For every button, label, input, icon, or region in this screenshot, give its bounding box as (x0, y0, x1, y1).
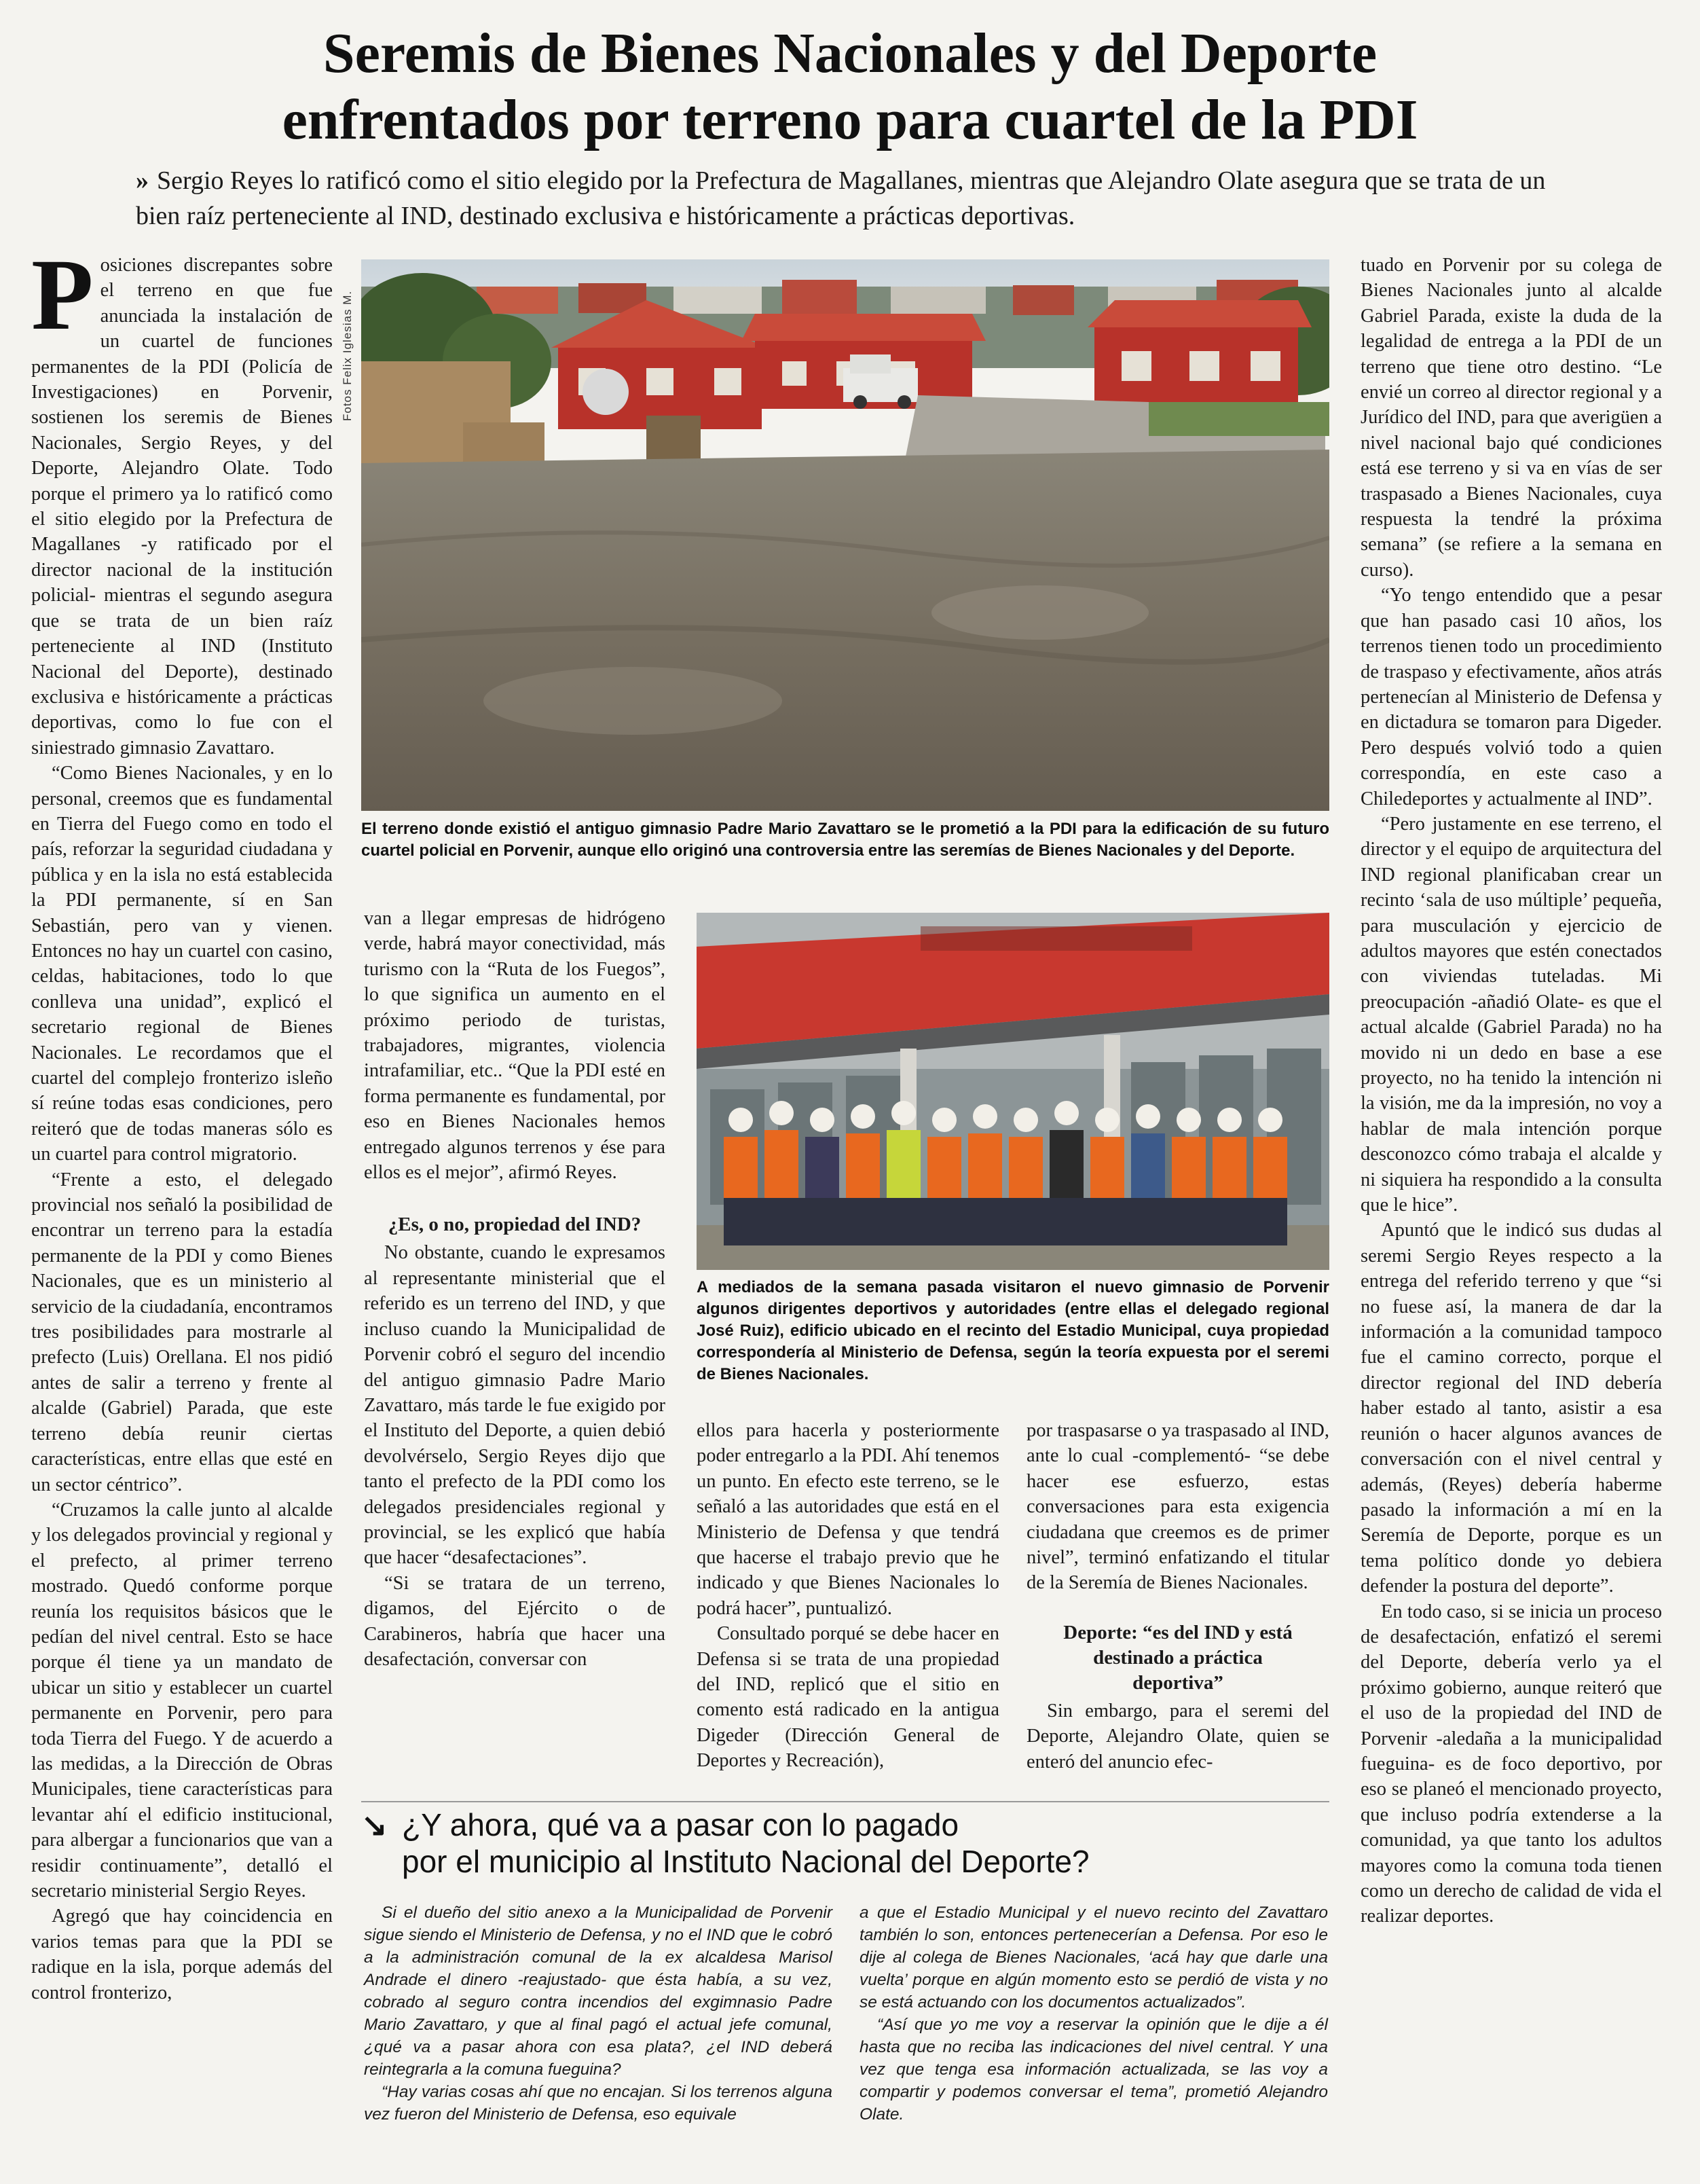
chevron-right-icon: » (136, 166, 149, 195)
paragraph: van a llegar empresas de hidrógeno verde, habrá mayor conectividad, más turismo con la “Ruta de los Fuegos”, lo que significa un aumento en el próximo periodo de turistas, trabajadores, migrantes, violencia intrafamiliar, etc.. “Que la PDI esté en forma permanente es fundamental, por eso en Bienes Nacionales hemos entregado algunos terrenos y ése para ellos es el mejor”, afirmó Reyes. (364, 908, 665, 1184)
paragraph: “Así que yo me voy a reservar la opinión que le dije a él hasta que no reciba las indicaciones del nivel central. Y una vez que tenga esa información actualizada, se las voy a compartir y podemos conversar el tema”, prometió Alejandro Olate. (860, 2016, 1328, 2124)
paragraph: a que el Estadio Municipal y el nuevo recinto del Zavattaro también lo son, entonces pertenecerían a Defensa. Por eso le dije al colega de Bienes Nacionales, ‘acá hay que darle una vuelta’ porque en algún momento esto se perdió de vista y no se está actuando con los documentos actualizados”. (860, 1904, 1328, 2012)
headline-line-1: Seremis de Bienes Nacionales y del Deporte (322, 22, 1378, 85)
column-5 (1361, 253, 1662, 1929)
box-question-line-2: por el municipio al Instituto Nacional del Deporte? (402, 1844, 1090, 1879)
paragraph: por traspasarse o ya traspasado al IND, ante lo cual -complementó- “se debe hacer ese esfuerzo, estas conversaciones para esta exigencia ciudadana que creemos es de primer nivel”, terminó enfatizando el titular de la Seremía de Bienes Nacionales. (1027, 1420, 1329, 1594)
terreno-image (361, 259, 1329, 811)
photo-credit: Fotos Felix Iglesias M. (341, 290, 354, 421)
photo-gimnasio (697, 913, 1329, 1270)
paragraph: Sin embargo, para el seremi del Deporte, Alejandro Olate, quien se enteró del anuncio efec- (1027, 1700, 1329, 1772)
subheading: Deporte: “es del IND y está destinado a práctica deportiva” (1063, 1621, 1293, 1694)
drop-cap: P (31, 238, 94, 351)
paragraph: “Como Bienes Nacionales, y en lo personal, creemos que es fundamental en Tierra del Fuego como en todo el país, reforzar la seguridad ciudadana y pública y en la isla no está establecida la PDI permanente, sí en San Sebastián, pero van y vienen. Entonces no hay un cuartel con casino, celdas, habitaciones, todo lo que conlleva una unidad”, explicó el secretario regional de Bienes Nacionales. Le recordamos que el cuartel del complejo fronterizo isleño sí reúne todas esas condiciones, pero reiteró que de todas maneras sólo es un cuartel para control migratorio. (31, 763, 333, 1165)
box-divider (361, 1801, 1329, 1802)
box-column-right (860, 1901, 1328, 2126)
arrow-down-right-icon: ↘ (361, 1807, 388, 1842)
subheading: ¿Es, o no, propiedad del IND? (388, 1214, 642, 1236)
column-2 (364, 906, 665, 1672)
paragraph: Posiciones discrepantes sobre el terreno en que fue anunciada la instalación de un cuartel de funciones permanentes de la PDI (Policía de Investigaciones) en Porvenir, sostienen los seremis de Bienes Nacionales, Sergio Reyes, y del Deporte, Alejandro Olate. Todo porque el primero ya lo ratificó como el sitio elegido por la Prefectura de Magallanes -y ratificado por el director nacional de la institución policial- mientras el segundo asegura que se trata de un bien raíz perteneciente al IND (Instituto Nacional del Deporte), destinado exclusiva e históricamente a prácticas deportivas, como lo fue con el siniestrado gimnasio Zavattaro. (31, 238, 333, 759)
paragraph: En todo caso, si se inicia un proceso de desafectación, enfatizó el seremi del Deporte, debería verlo ya el próximo gobierno, aunque reiteró que el uso de la propiedad del IND de Porvenir -aledaña a la municipalidad fueguina- es de foco deportivo, por eso se planeó el mencionado proyecto, que incluso podría extenderse a la comunidad, ya que tanto los adultos mayores como la comuna toda tienen como un derecho de calidad de vida el realizar deportes. (1361, 1601, 1662, 1927)
box-question (361, 1806, 1329, 1888)
paragraph: “Si se tratara de un terreno, digamos, del Ejército o de Carabineros, habría que hacer una desafectación, conversar con (364, 1572, 665, 1670)
paragraph: No obstante, cuando le expresamos al representante ministerial que el referido es un terreno del IND, y que incluso cuando la Municipalidad de Porvenir cobró el seguro del incendio del antiguo gimnasio Padre Mario Zavattaro, más tarde le fue exigido por el Instituto del Deporte, a quien debió devolvérselo, Sergio Reyes dijo que tanto el prefecto de la PDI como los delegados presidenciales regional y provincial, se les explicó que había que hacer “desafectaciones”. (364, 1242, 665, 1569)
column-1 (31, 238, 333, 2005)
paragraph: Consultado porqué se debe hacer en Defensa si se trata de una propiedad del IND, replicó que el sitio en comento está radicado en la antigua Digeder (Dirección General de Deportes y Recreación), (697, 1623, 999, 1772)
paragraph: Si el dueño del sitio anexo a la Municipalidad de Porvenir sigue siendo el Ministerio de Defensa, y no el IND que le cobró a la administración comunal de la ex alcaldesa Marisol Andrade el dinero -reajustado- que ésta había, a su vez, cobrado al seguro contra incendios del exgimnasio Padre Mario Zavattaro, y que al final pagó el actual jefe comunal, ¿qué va a pasar ahora con esa plata?, ¿el IND deberá reintegrarla a la comuna fueguina? (364, 1904, 832, 2079)
deck-text: Sergio Reyes lo ratificó como el sitio elegido por la Prefectura de Magallanes, mientras que Alejandro Olate asegura que se trata de un bien raíz perteneciente al IND, destinado exclusiva e históricamente a prácticas deportivas. (136, 166, 1546, 230)
column-3 (697, 1418, 999, 1774)
paragraph: tuado en Porvenir por su colega de Bienes Nacionales junto al alcalde Gabriel Parada, existe la duda de la legalidad de entrega a la PDI de un terreno que tiene otro destino. “Le envié un correo al director regional y a Jurídico del IND, para que averigüen a nivel nacional bajo qué condiciones está ese terreno y si va en vías de ser traspasado a Bienes Nacionales, cuya respuesta la tendré la próxima semana” (se refiere a la semana en curso). (1361, 255, 1662, 581)
photo-gimnasio-caption: A mediados de la semana pasada visitaron el nuevo gimnasio de Porvenir algunos dirigentes deportivos y autoridades (entre ellas el delegado regional José Ruiz), edificio ubicado en el recinto del Estadio Municipal, cuya propiedad correspondería al Ministerio de Defensa, según la teoría expuesta por el seremi de Bienes Nacionales. (697, 1278, 1329, 1383)
photo-terreno-caption: El terreno donde existió el antiguo gimnasio Padre Mario Zavattaro se le prometió a la PDI para la edificación de su futuro cuartel policial en Porvenir, aunque ello originó una controversia entre las seremías de Bienes Nacionales y del Deporte. (361, 820, 1329, 860)
headline-line-2: enfrentados por terreno para cuartel de la PDI (282, 88, 1418, 151)
paragraph: Apuntó que le indicó sus dudas al seremi Sergio Reyes respecto a la entrega del referido terreno y que “si no fuese así, la manera de dar la información a la comunidad tampoco fue el camino correcto, porque el director regional del IND debería haber estado al tanto, asistir a esa reunión o hacer algunos avances de conversación con el nivel central y además, (Reyes) debería haberme pasado la información a mí en la Seremía de Deporte, porque es un tema político donde yo debiera defender la postura del deporte”. (1361, 1220, 1662, 1597)
paragraph: “Yo tengo entendido que a pesar que han pasado casi 10 años, los terrenos tienen todo un procedimiento de traspaso y efectivamente, años atrás pertenecían al Ministerio de Defensa y en dictadura se tomaron para Digeder. Pero después volvió todo a quien correspondía, en este caso a Chiledeportes y actualmente al IND”. (1361, 585, 1662, 809)
headline (54, 20, 1646, 153)
box-question-line-1: ¿Y ahora, qué va a pasar con lo pagado (402, 1807, 959, 1842)
paragraph: “Hay varias cosas ahí que no encajan. Si los terrenos alguna vez fueron del Ministerio de Defensa, eso equivale (364, 2083, 832, 2124)
box-column-left (364, 1901, 832, 2126)
paragraph: Agregó que hay coincidencia en varios temas para que la PDI se radique en la isla, porque además del control fronterizo, (31, 1906, 333, 2003)
paragraph: “Pero justamente en ese terreno, el director y el equipo de arquitectura del IND regional planificaban crear un recinto ‘sala de uso múltiple’ pequeña, para musculación y ejercicio de adultos mayores que estén conectados con viviendas tuteladas. Mi preocupación -añadió Olate- es que el actual alcalde (Gabriel Parada) no ha movido ni un dedo en base a ese proyecto, no ha tenido la intención ni la visión, me da la impresión, no voy a hablar de mala intención porque desconozco cómo trabaja el alcalde y ni siquiera ha respondido a la consulta que le hice”. (1361, 813, 1662, 1216)
deck (136, 163, 1568, 234)
gimnasio-image (697, 913, 1329, 1270)
paragraph: “Cruzamos la calle junto al alcalde y los delegados provincial y regional y el prefecto, al primer terreno mostrado. Quedó conforme porque reunía los requisitos básicos que le pedían del nivel central. Esto se hace porque él tiene ya un mandato de ubicar un sitio y establecer un cuartel permanente en Porvenir, pero para toda Tierra del Fuego. Y de acuerdo a las medidas, a la Dirección de Obras Municipales, tiene características para levantar ahí el edificio institucional, para albergar a funcionarios que van a residir continuamente”, detalló el secretario ministerial Sergio Reyes. (31, 1499, 333, 1901)
column-4 (1027, 1418, 1329, 1774)
paragraph: ellos para hacerla y posteriormente poder entregarlo a la PDI. Ahí tenemos un punto. En efecto este terreno, se le señaló a las autoridades que está en el Ministerio de Defensa y que tendrá que hacerse el trabajo previo que he indicado y que Bienes Nacionales lo podrá hacer”, puntualizó. (697, 1420, 999, 1619)
photo-terreno (361, 259, 1329, 811)
paragraph: “Frente a esto, el delegado provincial nos señaló la posibilidad de encontrar un terreno para la estadía permanente de la PDI y como Bienes Nacionales, que es un ministerio al servicio de la ciudadanía, encontramos tres posibilidades para mostrarle al prefecto (Luis) Orellana. El nos pidió antes de salir a terreno y frente al alcalde (Gabriel) Parada, que este terreno debía reunir ciertas características, entre ellas que esté en un sector céntrico”. (31, 1169, 333, 1495)
